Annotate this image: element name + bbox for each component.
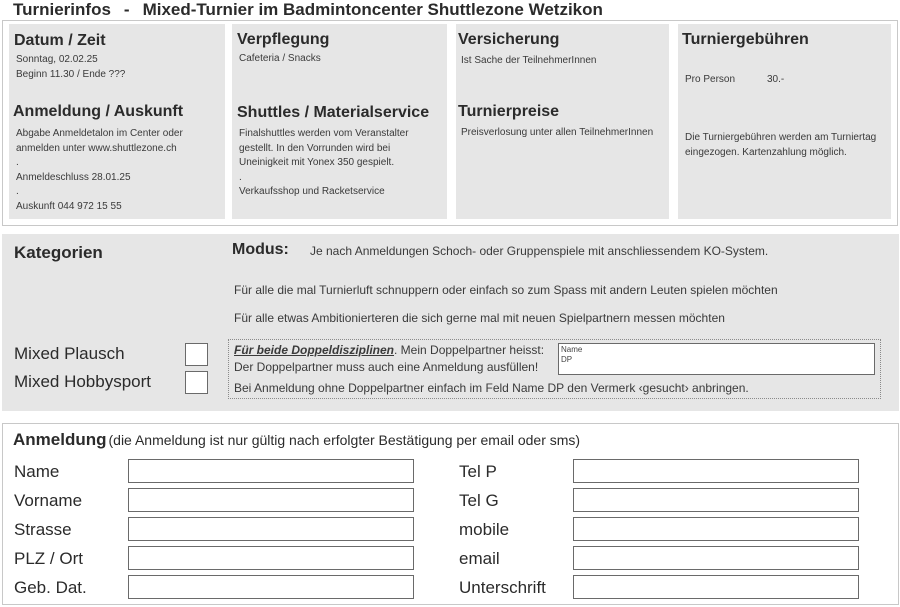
shuttles-line: Uneinigkeit mit Yonex 350 gespielt. — [239, 157, 395, 168]
shuttles-text — [239, 127, 409, 200]
turnierpreise-line: Preisverlosung unter allen TeilnehmerInnen — [461, 127, 654, 138]
kategorien-heading: Kategorien — [14, 243, 103, 262]
page-title — [13, 0, 603, 20]
dp-rest: . Mein Doppelpartner heisst: — [394, 343, 545, 357]
name-label: Name — [14, 462, 60, 481]
name-field[interactable] — [128, 459, 414, 483]
mixed-plausch-label: Mixed Plausch — [14, 344, 125, 363]
title-separator: - — [123, 0, 130, 19]
title-part1: Turnierinfos — [13, 0, 111, 19]
unterschrift-field[interactable] — [573, 575, 859, 599]
tel-g-field[interactable] — [573, 488, 859, 512]
mixed-hobbysport-checkbox[interactable] — [185, 371, 208, 394]
dp-instruction — [234, 342, 544, 359]
verpflegung-text — [239, 52, 321, 67]
vorname-field[interactable] — [128, 488, 414, 512]
anmeldung-info-line: Anmeldeschluss 28.01.25 — [16, 171, 131, 183]
dp-field-label-dp: DP — [561, 355, 573, 364]
anmeldung-info-line: anmelden unter www.shuttlezone.ch — [16, 142, 177, 154]
anmeldung-note: (die Anmeldung ist nur gültig nach erfolgter Bestätigung per email oder sms) — [108, 432, 581, 448]
tel-g-label: Tel G — [459, 491, 499, 510]
email-label: email — [459, 549, 500, 568]
anmeldung-heading — [13, 430, 580, 450]
datum-line: Sonntag, 02.02.25 — [16, 54, 98, 65]
anmeldung-info-line: Abgabe Anmeldetalon im Center oder — [16, 128, 183, 139]
mobile-field[interactable] — [573, 517, 859, 541]
turnierpreise-heading: Turnierpreise — [458, 103, 560, 120]
anmeldung-info-line: . — [16, 186, 19, 197]
gebuehren-text — [685, 131, 876, 160]
tel-p-label: Tel P — [459, 462, 497, 481]
plz-ort-label: PLZ / Ort — [14, 549, 83, 568]
shuttles-line: Verkaufsshop und Racketservice — [239, 186, 385, 197]
shuttles-line: . — [239, 171, 242, 183]
verpflegung-line: Cafeteria / Snacks — [239, 53, 321, 64]
anmeldung-info-text — [16, 127, 183, 214]
versicherung-line: Ist Sache der TeilnehmerInnen — [461, 55, 597, 66]
versicherung-text — [461, 54, 596, 69]
dp-line2: Der Doppelpartner muss auch eine Anmeldung ausfüllen! — [234, 360, 539, 374]
doppelpartner-name-field[interactable] — [558, 343, 875, 375]
anmeldung-info-heading: Anmeldung / Auskunft — [13, 103, 184, 120]
dp-field-label-name: Name — [561, 345, 583, 354]
anmeldung-info-line: . — [16, 157, 19, 168]
geb-dat-field[interactable] — [128, 575, 414, 599]
strasse-label: Strasse — [14, 520, 72, 539]
gebuehren-line: eingezogen. Kartenzahlung möglich. — [685, 146, 847, 158]
dp-bold: Für beide Doppeldisziplinen — [234, 343, 395, 357]
mixed-hobbysport-label: Mixed Hobbysport — [14, 372, 152, 391]
kategorie-plausch-description: Für alle die mal Turnierluft schnuppern oder einfach so zum Spass mit andern Leuten spielen möchten — [234, 283, 778, 297]
panel-gebuehren — [678, 24, 891, 219]
versicherung-heading: Versicherung — [458, 31, 560, 48]
datum-heading: Datum / Zeit — [14, 32, 106, 49]
modus-text: Je nach Anmeldungen Schoch- oder Gruppenspiele mit anschliessendem KO-System. — [310, 244, 769, 258]
gebuehren-heading: Turniergebühren — [682, 31, 809, 48]
email-field[interactable] — [573, 546, 859, 570]
shuttles-line: Finalshuttles werden vom Veranstalter — [239, 128, 409, 139]
kategorie-hobbysport-description: Für alle etwas Ambitionierteren die sich gerne mal mit neuen Spielpartnern messen möchten — [234, 311, 725, 325]
mixed-plausch-checkbox[interactable] — [185, 343, 208, 366]
anmeldung-title: Anmeldung — [13, 430, 107, 449]
datum-text — [16, 53, 125, 82]
unterschrift-label: Unterschrift — [459, 578, 546, 597]
tel-p-field[interactable] — [573, 459, 859, 483]
shuttles-line: gestellt. In den Vorrunden wird bei — [239, 142, 391, 154]
strasse-field[interactable] — [128, 517, 414, 541]
pro-person-value: 30.- — [767, 74, 785, 85]
mobile-label: mobile — [459, 520, 510, 539]
vorname-label: Vorname — [14, 491, 83, 510]
gebuehren-line: Die Turniergebühren werden am Turniertag — [685, 132, 877, 143]
verpflegung-heading: Verpflegung — [237, 31, 330, 48]
pro-person-label: Pro Person — [685, 74, 736, 85]
geb-dat-label: Geb. Dat. — [14, 578, 87, 597]
dp-line3: Bei Anmeldung ohne Doppelpartner einfach im Feld Name DP den Vermerk ‹gesucht› anbringen. — [234, 381, 749, 395]
modus-label: Modus: — [232, 241, 289, 258]
shuttles-heading: Shuttles / Materialservice — [237, 104, 430, 121]
anmeldung-info-line: Auskunft 044 972 15 55 — [16, 200, 122, 212]
plz-ort-field[interactable] — [128, 546, 414, 570]
title-part2: Mixed-Turnier im Badmintoncenter Shuttlezone Wetzikon — [142, 0, 603, 19]
datum-line: Beginn 11.30 / Ende ??? — [16, 68, 126, 80]
turnierpreise-text — [461, 126, 653, 141]
